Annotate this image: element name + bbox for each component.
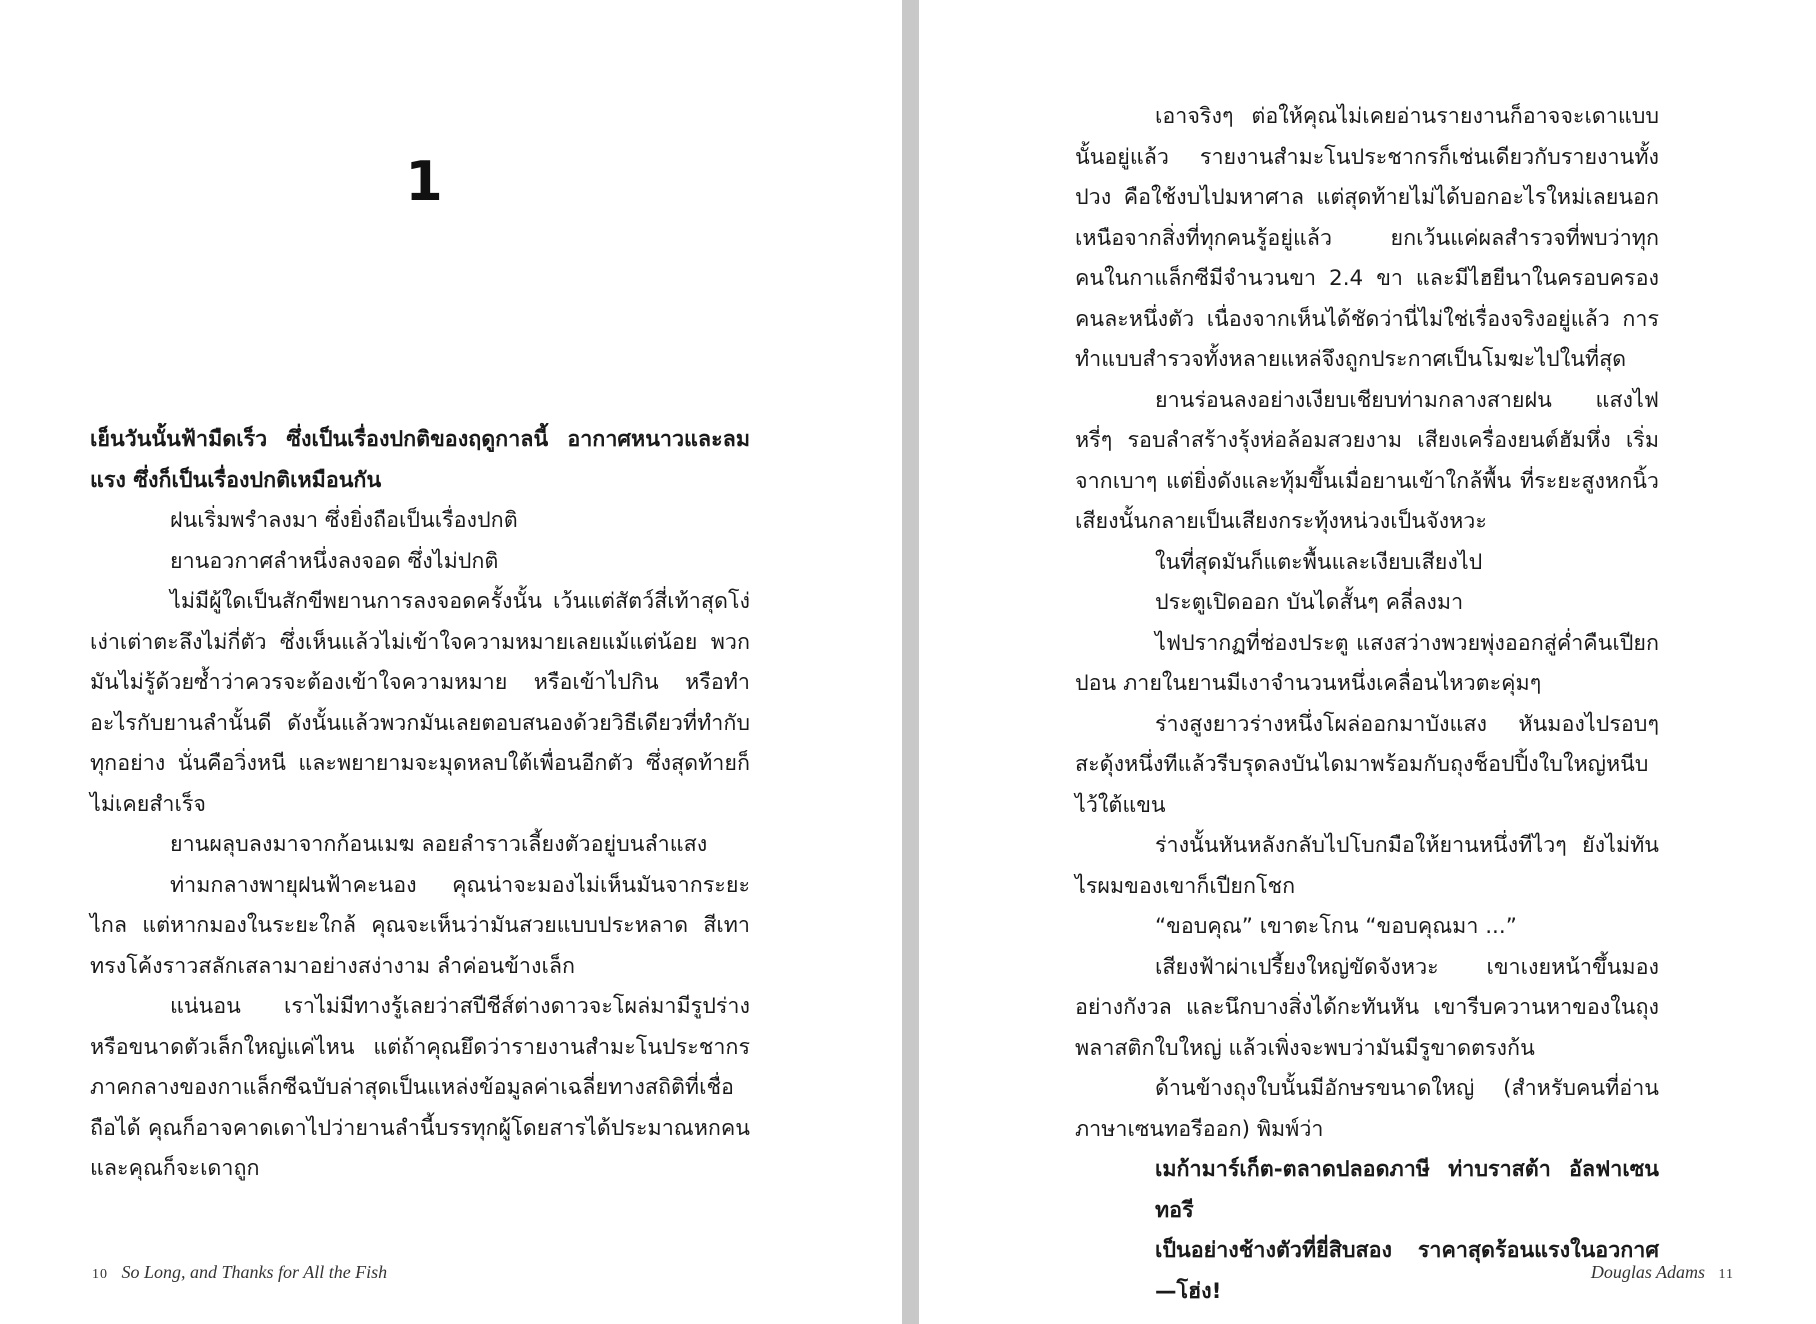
right-page <box>919 0 1816 1324</box>
paragraph: ร่างนั้นหันหลังกลับไปโบกมือให้ยานหนึ่งทีไวๆ ยังไม่ทันไรผมของเขาก็เปียกโชก <box>1075 833 1659 899</box>
right-page-text <box>1075 97 1659 1312</box>
paragraph: ไม่มีผู้ใดเป็นสักขีพยานการลงจอดครั้งนั้น เว้นแต่สัตว์สี่เท้าสุดโง่เง่าเต่าตะลึงไม่กี่ตัว ซึ่งเห็นแล้วไม่เข้าใจความหมายเลยแม้แต่น้อย พวกมันไม่รู้ด้วยซ้ำว่าควรจะต้องเข้าใจความหมาย หรือเข้าไปกิน หรือทำอะไรกับยานลำนั้นดี ดังนั้นแล้วพวกมันเลยตอบสนองด้วยวิธีเดียวที่ทำกับทุกอย่าง นั่นคือวิ่งหนี และพยายามจะมุดหลบใต้เพื่อนอีกตัว ซึ่งสุดท้ายก็ไม่เคยสำเร็จ <box>90 589 750 817</box>
page-number: 11 <box>1718 1267 1734 1282</box>
paragraph: ยานร่อนลงอย่างเงียบเชียบท่ามกลางสายฝน แสงไฟหรี่ๆ รอบลำสร้างรุ้งห่อล้อมสวยงาม เสียงเครื่องยนต์ฮัมหึ่ง เริ่มจากเบาๆ แต่ยิ่งดังและทุ้มขึ้นเมื่อยานเข้าใกล้พื้น ที่ระยะสูงหกนิ้ว เสียงนั้นกลายเป็นเสียงกระทุ้งหน่วงเป็นจังหวะ <box>1075 387 1659 534</box>
page-gutter <box>902 0 919 1324</box>
page-number: 10 <box>92 1267 108 1282</box>
paragraph: ร่างสูงยาวร่างหนึ่งโผล่ออกมาบังแสง หันมองไปรอบๆ สะดุ้งหนึ่งทีแล้วรีบรุดลงบันไดมาพร้อมกับถุงช็อปปิ้งใบใหญ่หนีบไว้ใต้แขน <box>1075 711 1659 818</box>
paragraph: ด้านข้างถุงใบนั้นมีอักษรขนาดใหญ่ (สำหรับคนที่อ่านภาษาเซนทอรีออก) พิมพ์ว่า <box>1075 1076 1659 1142</box>
paragraph: แน่นอน เราไม่มีทางรู้เลยว่าสปีชีส์ต่างดาวจะโผล่มามีรูปร่างหรือขนาดตัวเล็กใหญ่แค่ไหน แต่ถ้าคุณยึดว่ารายงานสำมะโนประชากรภาคกลางของกาแล็กซีฉบับล่าสุดเป็นแหล่งข้อมูลค่าเฉลี่ยทางสถิติที่เชื่อถือได้ คุณก็อาจคาดเดาไปว่ายานลำนี้บรรทุกผู้โดยสารได้ประมาณหกคน และคุณก็จะเดาถูก <box>90 994 750 1181</box>
sign-line: เป็นอย่างช้างตัวที่ยี่สิบสอง ราคาสุดร้อนแรงในอวกาศ—โฮ่ง! <box>1155 1238 1659 1304</box>
paragraph: ยานผลุบลงมาจากก้อนเมฆ ลอยลำราวเลี้ยงตัวอยู่บนลำแสง <box>170 832 708 857</box>
chapter-number: 1 <box>405 150 443 213</box>
paragraph: ในที่สุดมันก็แตะพื้นและเงียบเสียงไป <box>1155 549 1483 575</box>
paragraph: ท่ามกลางพายุฝนฟ้าคะนอง คุณน่าจะมองไม่เห็นมันจากระยะไกล แต่หากมองในระยะใกล้ คุณจะเห็นว่ามันสวยแบบประหลาด สีเทาทรงโค้งราวสลักเสลามาอย่างสง่างาม ลำค่อนข้างเล็ก <box>90 872 750 979</box>
left-page <box>0 0 902 1324</box>
paragraph: เอาจริงๆ ต่อให้คุณไม่เคยอ่านรายงานก็อาจจะเดาแบบนั้นอยู่แล้ว รายงานสำมะโนประชากรก็เช่นเดียวกับรายงานทั้งปวง คือใช้งบไปมหาศาล แต่สุดท้ายไม่ได้บอกอะไรใหม่เลยนอกเหนือจากสิ่งที่ทุกคนรู้อยู่แล้ว ยกเว้นแค่ผลสำรวจที่พบว่าทุกคนในกาแล็กซีมีจำนวนขา 2.4 ขา และมีไฮยีนาในครอบครองคนละหนึ่งตัว เนื่องจากเห็นได้ชัดว่านี่ไม่ใช่เรื่องจริงอยู่แล้ว การทำแบบสำรวจทั้งหลายแหล่จึงถูกประกาศเป็นโมฆะไปในที่สุด <box>1075 104 1659 372</box>
paragraph: ประตูเปิดออก บันไดสั้นๆ คลี่ลงมา <box>1155 590 1464 615</box>
paragraph: เย็นวันนั้นฟ้ามืดเร็ว ซึ่งเป็นเรื่องปกติของฤดูกาลนี้ อากาศหนาวและลมแรง ซึ่งก็เป็นเรื่องปกติเหมือนกัน <box>90 427 750 493</box>
sign-line: เมก้ามาร์เก็ต-ตลาดปลอดภาษี ท่าบราสต้า อัลฟาเซนทอรี <box>1155 1157 1659 1223</box>
author-name: Douglas Adams <box>1590 1262 1706 1282</box>
paragraph: ยานอวกาศลำหนึ่งลงจอด ซึ่งไม่ปกติ <box>170 548 499 574</box>
left-page-text <box>90 420 750 1190</box>
book-title: So Long, and Thanks for All the Fish <box>121 1262 388 1282</box>
paragraph: ไฟปรากฏที่ช่องประตู แสงสว่างพวยพุ่งออกสู่ค่ำคืนเปียกปอน ภายในยานมีเงาจำนวนหนึ่งเคลื่อนไหวตะคุ่มๆ <box>1075 630 1659 696</box>
paragraph: ฝนเริ่มพรำลงมา ซึ่งยิ่งถือเป็นเรื่องปกติ <box>170 508 518 533</box>
right-page-footer <box>1591 1262 1734 1283</box>
paragraph: “ขอบคุณ” เขาตะโกน “ขอบคุณมา ...” <box>1155 914 1517 939</box>
paragraph: เสียงฟ้าผ่าเปรี้ยงใหญ่ขัดจังหวะ เขาเงยหน้าขึ้นมองอย่างกังวล และนึกบางสิ่งได้กะทันหัน เขารีบควานหาของในถุงพลาสติกใบใหญ่ แล้วเพิ่งจะพบว่ามันมีรูขาดตรงก้น <box>1075 954 1659 1061</box>
left-page-footer <box>92 1262 387 1283</box>
